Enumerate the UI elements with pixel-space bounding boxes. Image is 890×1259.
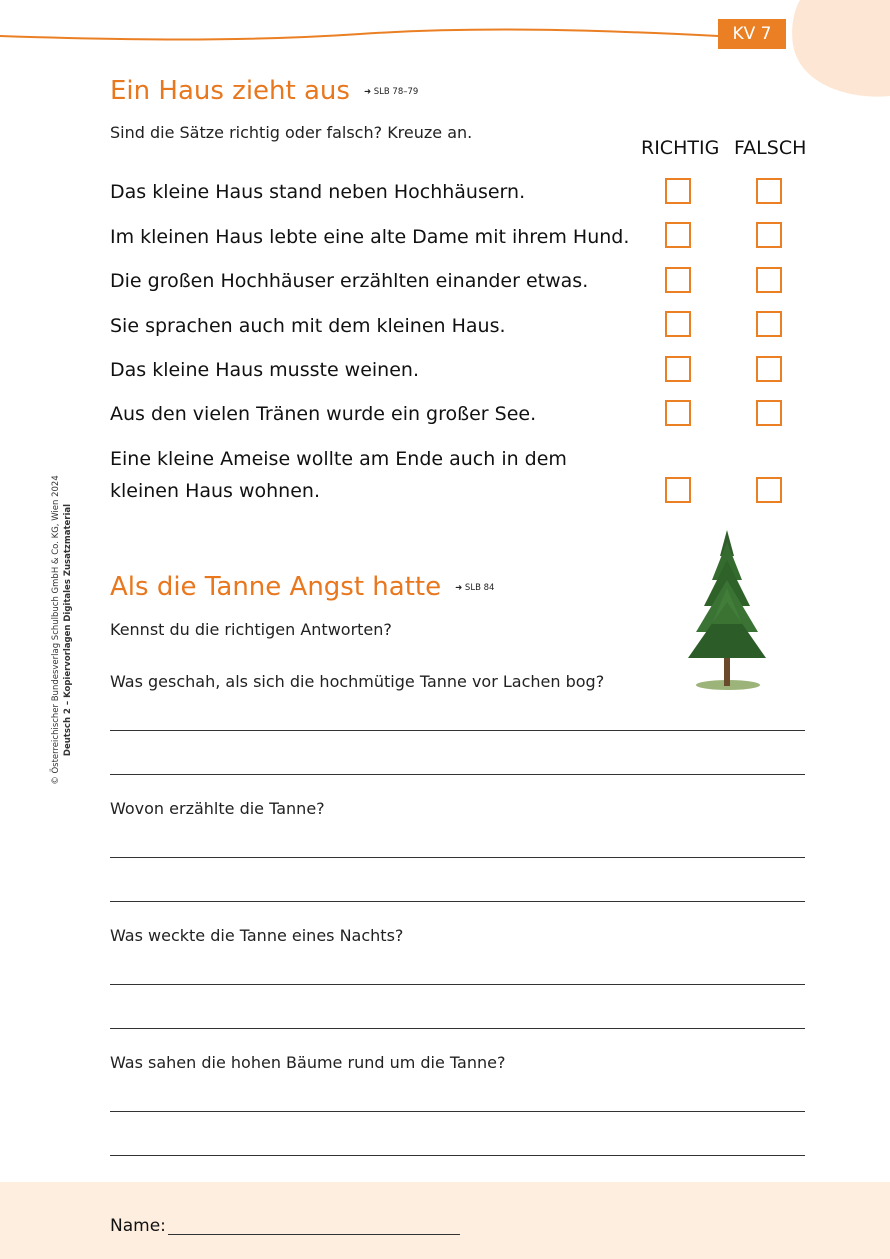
checkbox-richtig-1[interactable] <box>665 178 691 204</box>
section1-title-text: Ein Haus zieht aus <box>110 76 350 106</box>
answer-line[interactable] <box>110 774 805 775</box>
checkbox-falsch-4[interactable] <box>756 311 782 337</box>
question-1: Was geschah, als sich die hochmütige Tanne vor Lachen bog? <box>110 672 605 691</box>
checkbox-richtig-5[interactable] <box>665 356 691 382</box>
corner-blob <box>792 0 890 97</box>
section1-instruction: Sind die Sätze richtig oder falsch? Kreuze an. <box>110 123 473 142</box>
section2-instruction: Kennst du die richtigen Antworten? <box>110 620 392 639</box>
checkbox-falsch-7[interactable] <box>756 477 782 503</box>
series-text <box>62 470 74 790</box>
checkbox-richtig-7[interactable] <box>665 477 691 503</box>
answer-line[interactable] <box>110 1111 805 1112</box>
copyright-sidebar <box>50 470 74 790</box>
statement-3: Die großen Hochhäuser erzählten einander etwas. <box>110 270 589 292</box>
question-2: Wovon erzählte die Tanne? <box>110 799 325 818</box>
checkbox-richtig-2[interactable] <box>665 222 691 248</box>
section2-ref: ➜ SLB 84 <box>455 582 495 593</box>
question-4: Was sahen die hohen Bäume rund um die Tanne? <box>110 1053 506 1072</box>
answer-line[interactable] <box>110 984 805 985</box>
section1-title <box>110 76 418 106</box>
answer-line[interactable] <box>110 730 805 731</box>
section2-title-text: Als die Tanne Angst hatte <box>110 572 442 602</box>
statement-6: Aus den vielen Tränen wurde ein großer See. <box>110 403 537 425</box>
series-bold: Deutsch 2 – Kopiervorlagen Digitales Zusatzmaterial <box>63 503 73 757</box>
section1-ref: ➜ SLB 78–79 <box>363 86 419 97</box>
orange-wave-line <box>0 30 718 40</box>
statement-4: Sie sprachen auch mit dem kleinen Haus. <box>110 315 506 337</box>
answer-line[interactable] <box>110 1028 805 1029</box>
name-label: Name: <box>110 1216 166 1236</box>
statement-7: Eine kleine Ameise wollte am Ende auch in dem kleinen Haus wohnen. <box>110 448 567 502</box>
checkbox-richtig-6[interactable] <box>665 400 691 426</box>
checkbox-falsch-2[interactable] <box>756 222 782 248</box>
fir-tree-illustration <box>682 528 772 693</box>
statement-2: Im kleinen Haus lebte eine alte Dame mit ihrem Hund. <box>110 226 630 248</box>
column-header-richtig: RICHTIG <box>641 137 720 159</box>
checkbox-falsch-5[interactable] <box>756 356 782 382</box>
checkbox-richtig-3[interactable] <box>665 267 691 293</box>
copyright-text: © Österreichischer Bundesverlag Schulbuch GmbH & Co. KG, Wien 2024 <box>51 475 61 785</box>
worksheet-badge: KV 7 <box>718 19 786 49</box>
checkbox-falsch-6[interactable] <box>756 400 782 426</box>
statement-1: Das kleine Haus stand neben Hochhäusern. <box>110 181 526 203</box>
checkbox-falsch-3[interactable] <box>756 267 782 293</box>
answer-line[interactable] <box>110 1155 805 1156</box>
name-input-line[interactable] <box>168 1234 460 1235</box>
section2-title <box>110 572 494 602</box>
statement-5: Das kleine Haus musste weinen. <box>110 359 419 381</box>
column-header-falsch: FALSCH <box>734 137 807 159</box>
checkbox-falsch-1[interactable] <box>756 178 782 204</box>
answer-line[interactable] <box>110 857 805 858</box>
answer-line[interactable] <box>110 901 805 902</box>
question-3: Was weckte die Tanne eines Nachts? <box>110 926 404 945</box>
checkbox-richtig-4[interactable] <box>665 311 691 337</box>
